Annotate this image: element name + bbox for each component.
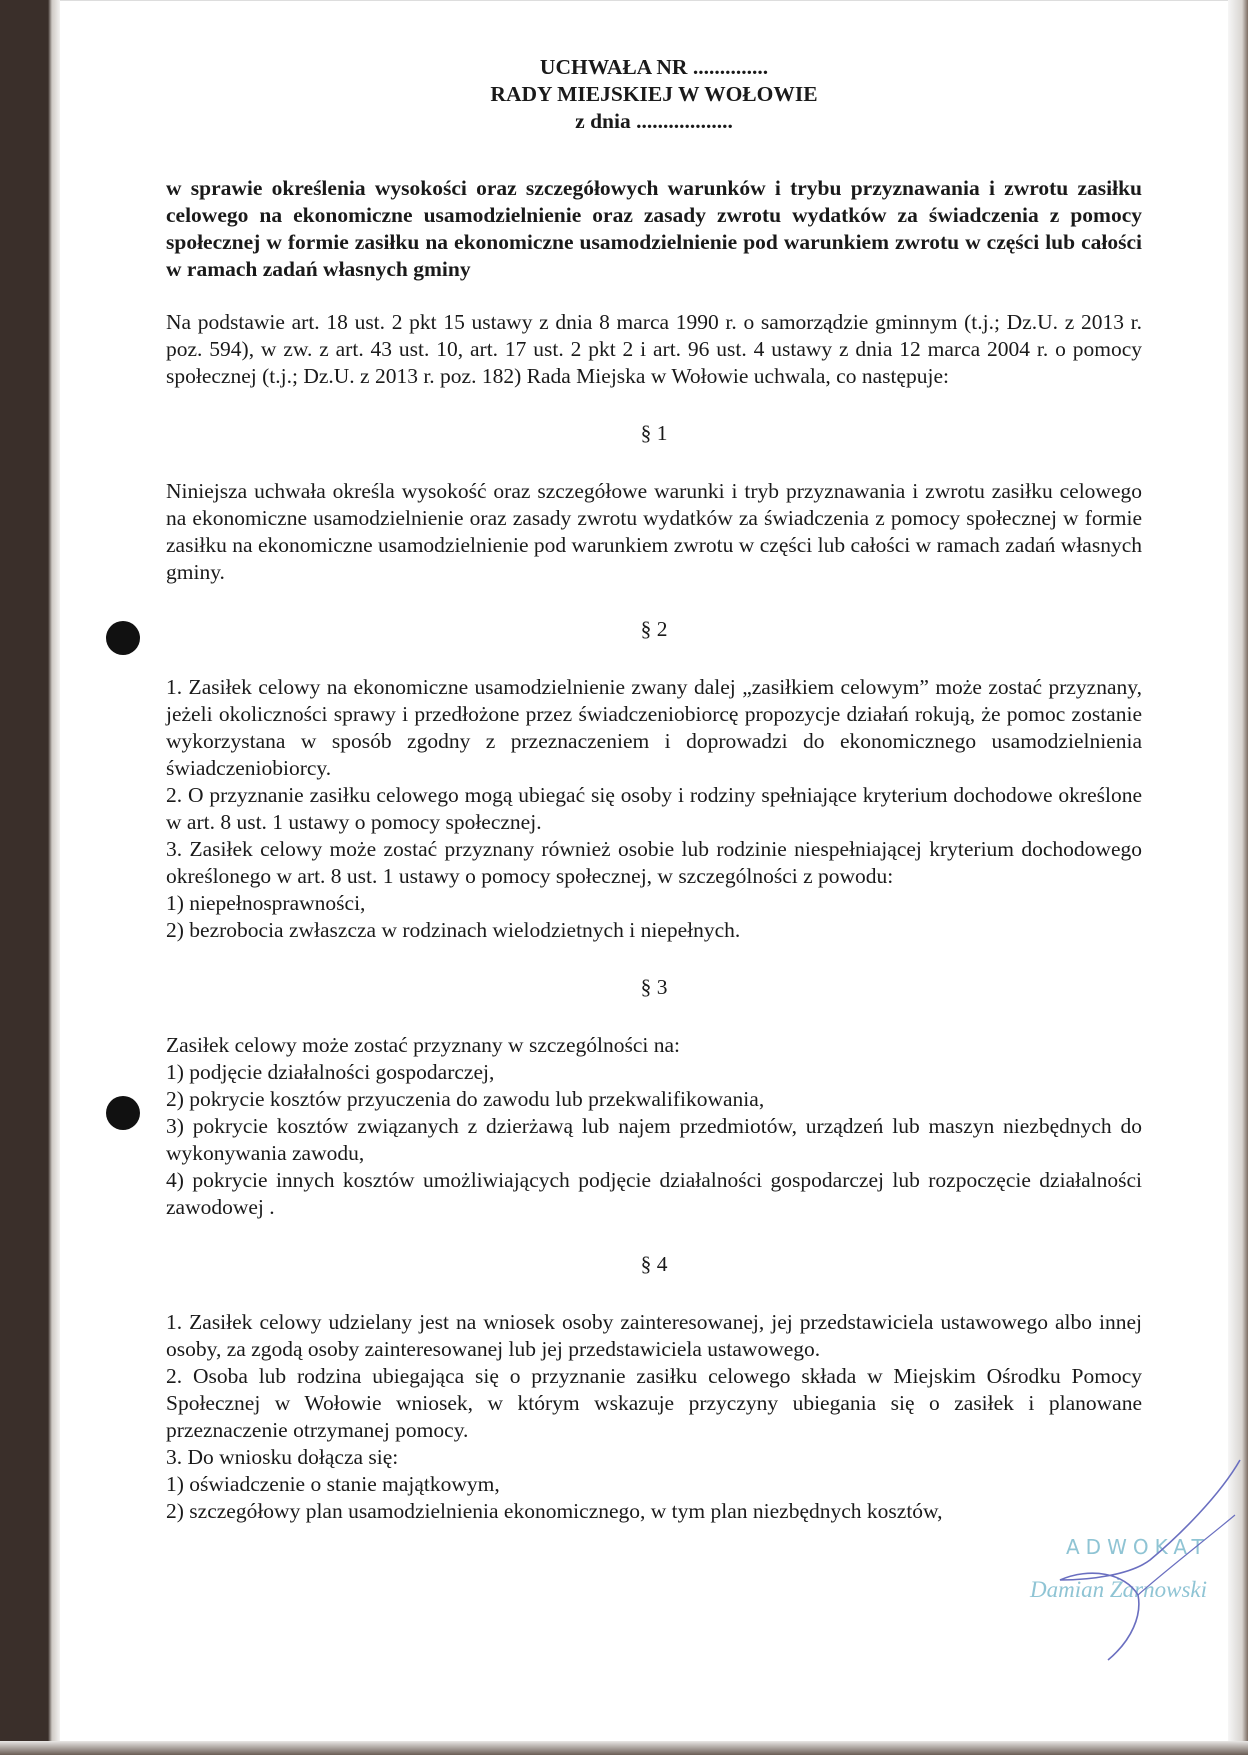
header-line-3: z dnia .................. — [575, 109, 733, 133]
section-text: 3. Zasiłek celowy może zostać przyznany również osobie lub rodzinie niespełniającej kryterium dochodowego określonego w art. 8 ust. 1 ustawy o pomocy społecznej, w szczególności z powodu: — [166, 837, 1142, 888]
resolution-subject: w sprawie określenia wysokości oraz szczegółowych warunków i trybu przyznawania i zwrotu zasiłku celowego na ekonomiczne usamodzielnienie oraz zasady zwrotu wydatków za świadczenia z pomocy społecznej w formie zasiłku na ekonomiczne usamodzielnienie pod warunkiem zwrotu w części lub całości w ramach zadań własnych gminy — [166, 176, 1142, 281]
section-text: 2. O przyznanie zasiłku celowego mogą ubiegać się osoby i rodziny spełniające kryterium dochodowe określone w art. 8 ust. 1 ustawy o pomocy społecznej. — [166, 783, 1142, 834]
list-item: 4) pokrycie innych kosztów umożliwiających podjęcie działalności gospodarczej lub rozpoczęcie działalności zawodowej . — [166, 1168, 1142, 1219]
list-item: 2) bezrobocia zwłaszcza w rodzinach wielodzietnych i niepełnych. — [166, 918, 741, 942]
section-text: Zasiłek celowy może zostać przyznany w szczególności na: — [166, 1033, 680, 1057]
section-3 — [166, 974, 1142, 1221]
handwritten-signature — [1030, 1455, 1248, 1665]
list-item: 3) pokrycie kosztów związanych z dzierżawą lub najem przedmiotów, urządzeń lub maszyn niezbędnych do wykonywania zawodu, — [166, 1114, 1142, 1165]
section-sign: § 1 — [640, 421, 668, 445]
section-sign: § 3 — [640, 975, 668, 999]
document-content — [166, 54, 1142, 1525]
section-1 — [166, 420, 1142, 586]
section-text: 2. Osoba lub rodzina ubiegająca się o przyznanie zasiłku celowego składa w Miejskim Ośrodku Pomocy Społecznej w Wołowie wniosek, w którym wskazuje przyczyny ubiegania się o zasiłek i planowane przeznaczenie otrzymanej pomocy. — [166, 1364, 1142, 1442]
stamp-title: ADWOKAT — [1066, 1535, 1210, 1559]
section-text: Niniejsza uchwała określa wysokość oraz szczegółowe warunki i tryb przyznawania i zwrotu zasiłku celowego na ekonomiczne usamodzielnienie oraz zasady zwrotu wydatków za świadczenia z pomocy społecznej w formie zasiłku na ekonomiczne usamodzielnienie pod warunkiem zwrotu w części lub całości w ramach zadań własnych gminy. — [166, 479, 1142, 584]
list-item: 2) szczegółowy plan usamodzielnienia ekonomicznego, w tym plan niezbędnych kosztów, — [166, 1499, 943, 1523]
resolution-header — [166, 54, 1142, 135]
section-2 — [166, 616, 1142, 944]
list-item: 2) pokrycie kosztów przyuczenia do zawodu lub przekwalifikowania, — [166, 1087, 765, 1111]
scan-edge-bottom — [0, 1741, 1248, 1755]
header-line-1: UCHWAŁA NR .............. — [539, 55, 769, 79]
section-sign: § 2 — [640, 617, 668, 641]
section-sign: § 4 — [640, 1252, 668, 1276]
list-item: 1) podjęcie działalności gospodarczej, — [166, 1060, 495, 1084]
punch-hole — [106, 1096, 140, 1130]
list-item: 1) oświadczenie o stanie majątkowym, — [166, 1472, 500, 1496]
header-line-2: RADY MIEJSKIEJ W WOŁOWIE — [490, 82, 818, 106]
section-text: 1. Zasiłek celowy udzielany jest na wniosek osoby zainteresowanej, jej przedstawiciela ustawowego albo innej osoby, za zgodą osoby zainteresowanej lub jej przedstawiciela ustawowego. — [166, 1310, 1142, 1361]
section-text: 3. Do wniosku dołącza się: — [166, 1445, 399, 1469]
list-item: 1) niepełnosprawności, — [166, 891, 366, 915]
legal-basis: Na podstawie art. 18 ust. 2 pkt 15 ustawy z dnia 8 marca 1990 r. o samorządzie gminnym (t.j.; Dz.U. z 2013 r. poz. 594), w zw. z art. 43 ust. 10, art. 17 ust. 2 pkt 2 i art. 96 ust. 4 ustawy z dnia 12 marca 2004 r. o pomocy społecznej (t.j.; Dz.U. z 2013 r. poz. 182) Rada Miejska w Wołowie uchwala, co następuje: — [166, 310, 1142, 388]
section-text: 1. Zasiłek celowy na ekonomiczne usamodzielnienie zwany dalej „zasiłkiem celowym” może zostać przyznany, jeżeli okoliczności sprawy i przedłożone przez świadczeniobiorcę propozycje działań rokują, że pomoc zostanie wykorzystana w sposób zgodny z przeznaczeniem i doprowadzi do ekonomicznego usamodzielnienia świadczeniobiorcy. — [166, 675, 1142, 780]
punch-hole — [106, 621, 140, 655]
stamp-name: Damian Żarnowski — [1030, 1577, 1207, 1602]
section-4 — [166, 1251, 1142, 1525]
scan-edge-left — [0, 0, 60, 1755]
